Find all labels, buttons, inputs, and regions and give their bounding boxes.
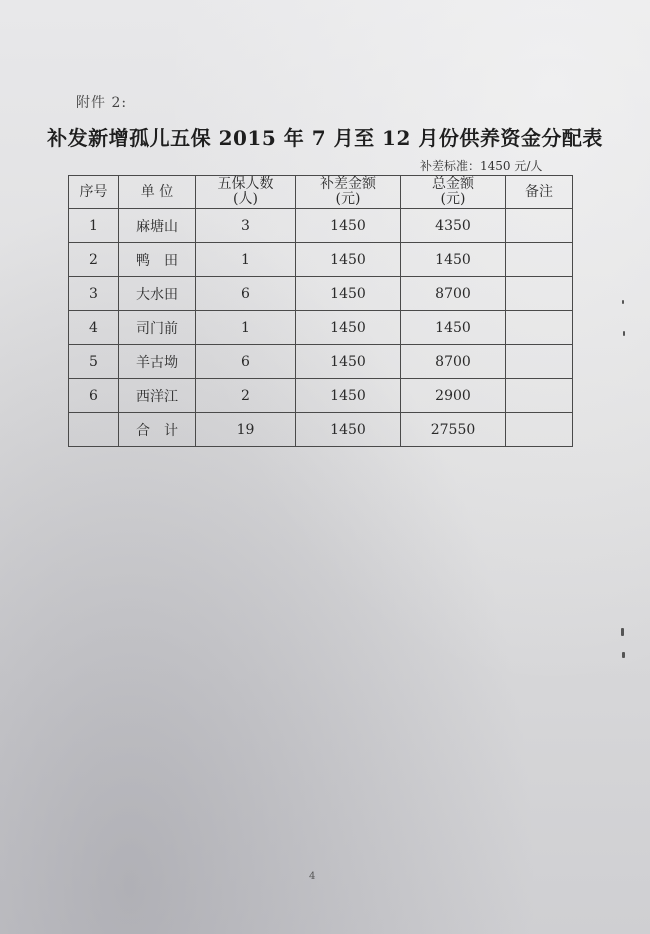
cell-total: 8700	[401, 277, 506, 311]
cell-remark	[506, 209, 573, 243]
header-total	[401, 176, 506, 209]
subsidy-standard-note: 补差标准：1450 元/人	[420, 159, 543, 173]
table-row	[69, 209, 573, 243]
allocation-table	[68, 175, 573, 447]
cell-count: 3	[196, 209, 296, 243]
scan-speck	[623, 331, 625, 336]
cell-remark	[506, 345, 573, 379]
header-remark: 备注	[506, 176, 573, 209]
sum-label: 合 计	[119, 413, 196, 447]
cell-subsidy: 1450	[296, 277, 401, 311]
cell-no: 3	[69, 277, 119, 311]
cell-remark	[506, 413, 573, 447]
header-unit: 单 位	[119, 176, 196, 209]
cell-remark	[506, 243, 573, 277]
sum-total: 27550	[401, 413, 506, 447]
cell-count: 1	[196, 243, 296, 277]
cell-count: 2	[196, 379, 296, 413]
cell-subsidy: 1450	[296, 379, 401, 413]
cell-no: 4	[69, 311, 119, 345]
cell-subsidy: 1450	[296, 209, 401, 243]
header-count-unit: (人)	[233, 191, 258, 207]
header-total-label: 总金额	[432, 176, 474, 192]
cell-subsidy: 1450	[296, 243, 401, 277]
header-total-unit: (元)	[440, 191, 466, 207]
table-row	[69, 311, 573, 345]
cell-unit: 羊古坳	[119, 345, 196, 379]
cell-subsidy: 1450	[296, 311, 401, 345]
cell-unit: 西洋江	[119, 379, 196, 413]
cell-remark	[506, 311, 573, 345]
header-subsidy	[296, 176, 401, 209]
document-title: 补发新增孤儿五保 2015 年 7 月至 12 月份供养资金分配表	[47, 126, 603, 150]
cell-total: 2900	[401, 379, 506, 413]
table-sum-row	[69, 413, 573, 447]
sum-subsidy: 1450	[296, 413, 401, 447]
cell-count: 6	[196, 277, 296, 311]
table-row	[69, 243, 573, 277]
page-number: 4	[309, 871, 316, 882]
cell-no: 6	[69, 379, 119, 413]
header-count-label: 五保人数	[217, 176, 274, 192]
cell-unit: 麻塘山	[119, 209, 196, 243]
cell-total: 1450	[401, 243, 506, 277]
cell-unit: 大水田	[119, 277, 196, 311]
cell-no: 1	[69, 209, 119, 243]
header-subsidy-label: 补差金额	[320, 176, 376, 192]
header-no: 序号	[69, 176, 119, 209]
cell-no: 5	[69, 345, 119, 379]
cell-total: 1450	[401, 311, 506, 345]
table-row	[69, 277, 573, 311]
cell-total: 8700	[401, 345, 506, 379]
scan-speck	[622, 652, 625, 658]
table-row	[69, 379, 573, 413]
table-header-row	[69, 176, 573, 209]
sum-count: 19	[196, 413, 296, 447]
cell-no	[69, 413, 119, 447]
header-count	[196, 176, 296, 209]
header-subsidy-unit: (元)	[335, 191, 361, 207]
cell-count: 1	[196, 311, 296, 345]
cell-unit: 鸭 田	[119, 243, 196, 277]
cell-remark	[506, 379, 573, 413]
cell-count: 6	[196, 345, 296, 379]
cell-remark	[506, 277, 573, 311]
cell-total: 4350	[401, 209, 506, 243]
scan-speck	[621, 628, 624, 636]
attachment-label: 附件 2:	[76, 95, 128, 111]
cell-unit: 司门前	[119, 311, 196, 345]
cell-no: 2	[69, 243, 119, 277]
cell-subsidy: 1450	[296, 345, 401, 379]
table-row	[69, 345, 573, 379]
scan-speck	[622, 300, 624, 304]
